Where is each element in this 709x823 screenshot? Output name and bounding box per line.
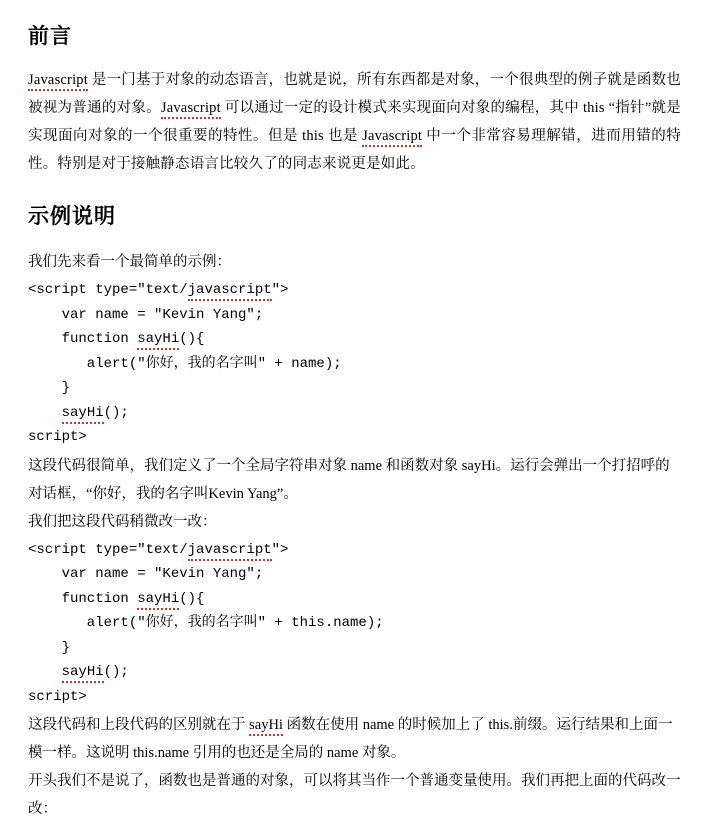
example-intro-text: 我们先来看一个最简单的示例： [28,254,231,270]
trailing-partial-text: 开头我们不是说了，函数也是普通的对象，可以将其当作一个普通变量使用。我们再把上面的代码改一改： [28,773,681,817]
before-code-2-text: 我们把这段代码稍微改一改： [28,513,217,530]
code-block-1: <script type="text/javascript"> var name = "Kevin Yang"; function sayHi(){ alert("你好，我的名字叫" + name); } sayHi(); script> [28,282,342,445]
preface-paragraph [28,66,681,178]
section-heading-preface: 前言 [28,25,72,48]
rich-text: 这段代码和上段代码的区别就在于 sayHi 函数在使用 name 的时候加上了 this.前缀。运行结果和上面一模一样。这说明 this.name 引用的也还是全局的 name 对象。 [28,717,673,761]
code-block-2: <script type="text/javascript"> var name = "Kevin Yang"; function sayHi(){ alert("你好，我的名字叫" + this.name); } sayHi(); script> [28,541,384,705]
after-code-1-text: 这段代码很简单，我们定义了一个全局字符串对象 name 和函数对象 sayHi。运行会弹出一个打招呼的对话框，“你好，我的名字叫Kevin Yang”。 [28,457,670,502]
rich-text: Javascript 是一门基于对象的动态语言，也就是说，所有东西都是对象，一个很典型的例子就是函数也被视为普通的对象。Javascript 可以通过一定的设计模式来实现面向对象的编程，其中 this “指针”就是实现面向对象的一个很重要的特性。但是 this 也是 Javascript 中一个非常容易理解错，进而用错的特性。特别是对于接触静态语言比较久了的同志来说更是如此。 [28,72,681,172]
section-heading-example: 示例说明 [28,205,116,228]
after-code-2-text [28,711,681,767]
